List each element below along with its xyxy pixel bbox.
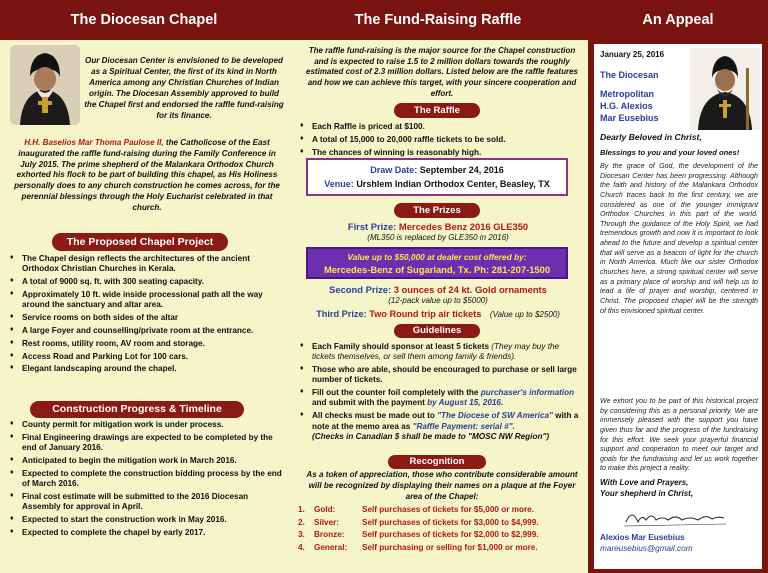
venue-label: Venue: — [324, 178, 354, 189]
closing-line: Your shepherd in Christ, — [600, 488, 694, 498]
guideline-3a: Fill out the counter foil completely with the — [312, 388, 479, 398]
row-num: 2. — [298, 517, 305, 527]
guideline-1-note: (They may buy the tickets themselves, or sell them among family & friends). — [312, 342, 560, 362]
guideline-4a: All checks must be made out to — [312, 411, 435, 421]
list-item: ♦ Approximately 10 ft. wide inside processional path all the way around the sanctuary and altar area. — [8, 290, 284, 311]
third-prize-note: (Value up to $2500) — [489, 310, 560, 319]
list-item — [298, 411, 582, 442]
guideline-4b: "The Diocese of SW America" — [437, 411, 553, 421]
row-text: Self purchases of tickets for $5,000 or more. — [362, 505, 535, 514]
catholicos-text: the Catholicose of the East inaugurated the raffle fund-raising during the Family Conference in July 2015. The prime shepherd of the Malankara Orthodox Church exhorted his flock to be part of building this chapel, as His Holiness personally does to any church construction he comes across, for the perennial blessings through the Holy Eucharist celebrated in that church. — [14, 138, 280, 212]
draw-date-box — [306, 158, 568, 196]
list-item: ♦ Final Engineering drawings are expected to be completed by the end of January 2016. — [8, 433, 284, 454]
list-item: ♦ Anticipated to begin the mitigation work in March 2016. — [8, 456, 284, 466]
third-prize-value: Two Round trip air tickets — [369, 309, 482, 319]
row-level: Silver: — [314, 517, 340, 527]
list-item: ♦ County permit for mitigation work is under process. — [8, 420, 284, 430]
guideline-4d: "Raffle Payment: serial #". — [412, 421, 515, 431]
recognition-row — [298, 518, 582, 527]
first-prize-value: Mercedes Benz 2016 GLE350 — [398, 221, 529, 232]
first-prize-label: First Prize: — [347, 221, 397, 232]
recognition-intro: As a token of appreciation, those who contribute considerable amount will be recognized by displaying their names on a plaque at the Foyer area of the Chapel: — [306, 470, 578, 501]
closing — [600, 478, 693, 500]
recognition-row — [298, 543, 582, 552]
recognition-row — [298, 530, 582, 539]
metropolitan-title — [600, 70, 690, 125]
list-item: ♦ Service rooms on both sides of the altar — [8, 313, 284, 323]
recognition-list — [298, 505, 582, 555]
list-item: ♦ The Chapel design reflects the architectures of the ancient Orthodox Christian Churches in Kerala. — [8, 254, 284, 275]
raffle-list — [298, 122, 582, 161]
sponsor-line-1: Value up to $50,000 at dealer cost offered by: — [347, 252, 527, 262]
row-level: Bronze: — [314, 530, 345, 540]
row-text: Self purchases of tickets for $3,000 to $4,999. — [362, 517, 539, 527]
guideline-3c: and submit with the payment — [312, 398, 425, 408]
chapel-heading: The Diocesan Chapel — [0, 0, 288, 40]
list-item: ♦ Expected to complete the construction bidding process by the end of March 2016. — [8, 469, 284, 490]
third-prize — [288, 309, 588, 319]
list-item — [298, 342, 582, 363]
second-prize-note: (12-pack value up to $5000) — [388, 296, 488, 305]
list-item: ♦ Elegant landscaping around the chapel. — [8, 364, 284, 374]
recognition-row — [298, 505, 582, 514]
second-prize — [288, 284, 588, 295]
first-prize-note: (ML350 is replaced by GLE350 in 2016) — [367, 233, 509, 242]
row-level: General: — [314, 542, 348, 552]
guidelines-list — [298, 342, 582, 445]
appeal-heading: An Appeal — [642, 12, 714, 28]
letter-date: January 25, 2016 — [600, 50, 665, 59]
title-line: The Diocesan — [600, 70, 659, 80]
signatory — [600, 532, 693, 554]
progress-list — [8, 420, 284, 541]
closing-line: With Love and Prayers, — [600, 478, 689, 487]
list-item: ♦ A large Foyer and counselling/private room at the entrance. — [8, 326, 284, 336]
row-num: 1. — [298, 505, 305, 514]
appeal-column — [588, 0, 768, 573]
recognition-heading: Recognition — [388, 455, 486, 469]
greeting: Dearly Beloved in Christ, — [600, 132, 702, 142]
appeal-body-2: We exhort you to be part of this historical project by considering this as a personal priority. We are immensely pleased with the support you have given thus far and the progress of the fundraising for this effort. We seek your prayerful financial support and cooperation to meet our target and goals for the fundraising and let us work together to make this project a reality. — [600, 397, 758, 473]
list-item: ♦ A total of 15,000 to 20,000 raffle tickets to be sold. — [298, 135, 582, 145]
the-raffle-heading: The Raffle — [394, 103, 480, 118]
project-list — [8, 254, 284, 377]
raffle-heading: The Fund-Raising Raffle — [288, 0, 588, 40]
title-line: Metropolitan — [600, 88, 654, 99]
list-item: ♦ Expected to start the construction work in May 2016. — [8, 515, 284, 525]
row-num: 4. — [298, 542, 305, 552]
title-line: H.G. Alexios — [600, 100, 653, 111]
prizes-heading: The Prizes — [394, 203, 480, 218]
appeal-body-1: By the grace of God, the development of the Diocesan Center has been progressing. Although the faith and history of the Malankara Orthodox Church traces back to the first century, we are considered as one of the younger immigrant Orthodox Churches in this part of the world. Through the guidance of the Holy Spirit, we had tremendous growth and now it is important to look ahead to the future and develop a spiritual center that will serve as a beacon of light for the church in North America. Much like our sister Orthodox churches here, a strong spiritual center will serve as a primary place of worship and will help us to lead a life of prayer and worship, centered in Christ. The proposed chapel will be the strength of this envisioned spiritual center. — [600, 162, 758, 315]
row-text: Self purchasing or selling for $1,000 or more. — [362, 542, 538, 552]
list-item: ♦ Each Raffle is priced at $100. — [298, 122, 582, 132]
guidelines-heading: Guidelines — [394, 324, 480, 338]
draw-label: Draw Date: — [370, 165, 418, 175]
guideline-4c: with a note at the memo area as — [312, 411, 579, 431]
second-prize-value: 3 ounces of 24 kt. Gold ornaments — [393, 284, 547, 295]
draw-date: September 24, 2016 — [419, 165, 504, 175]
list-item — [298, 388, 582, 409]
list-item: ♦ The chances of winning is reasonably high. — [298, 148, 582, 158]
guideline-3d: by August 15, 2016. — [427, 398, 504, 408]
list-item: ♦ Access Road and Parking Lot for 100 cars. — [8, 352, 284, 362]
catholicos-paragraph — [12, 138, 282, 213]
signatory-email: mareusebius@gmail.com — [600, 544, 693, 554]
row-text: Self purchases of tickets for $2,000 to $2,999. — [362, 530, 539, 540]
catholicos-photo — [10, 45, 80, 125]
appeal-panel — [594, 44, 762, 569]
guideline-1: Each Family should sponsor at least 5 tickets — [312, 342, 489, 351]
catholicos-name: H.H. Baselios Mar Thoma Paulose II, — [24, 138, 164, 147]
raffle-intro: The raffle fund-raising is the major source for the Chapel construction and is expected to raise 1.5 to 2 million dollars towards the roughly estimated cost of 2.3 million dollars. Listed below are the raffle features and how we can achieve this target, with your sincere cooperation and effort. — [306, 46, 578, 98]
sponsor-line-2: Mercedes-Benz of Sugarland, Tx. Ph: 281-207-1500 — [323, 264, 551, 275]
first-prize — [288, 221, 588, 232]
raffle-column — [288, 0, 588, 573]
guideline-4e: (Checks in Canadian $ shall be made to "MOSC NW Region") — [312, 431, 550, 441]
signatory-name: Alexios Mar Eusebius — [600, 533, 685, 542]
row-level: Gold: — [314, 505, 336, 514]
project-heading: The Proposed Chapel Project — [52, 233, 228, 251]
third-prize-label: Third Prize: — [316, 309, 367, 319]
chapel-column — [0, 0, 288, 573]
signature — [620, 504, 730, 532]
list-item: ♦ A total of 9000 sq. ft. with 300 seating capacity. — [8, 277, 284, 287]
metropolitan-photo — [690, 48, 760, 130]
sponsor-box — [306, 247, 568, 279]
title-line: Mar Eusebius — [600, 112, 659, 123]
list-item: ♦ Those who are able, should be encouraged to purchase or sell large number of tickets. — [298, 365, 582, 386]
row-num: 3. — [298, 530, 305, 540]
list-item: ♦ Expected to complete the chapel by early 2017. — [8, 528, 284, 538]
guideline-3b: purchaser's information — [480, 388, 575, 398]
list-item: ♦ Rest rooms, utility room, AV room and storage. — [8, 339, 284, 349]
list-item: ♦ Final cost estimate will be submitted to the 2016 Diocesan Assembly for approval in April. — [8, 492, 284, 513]
venue: Urshlem Indian Orthodox Center, Beasley, TX — [356, 178, 550, 189]
chapel-intro: Our Diocesan Center is envisioned to be developed as a Spiritual Center, the first of its kind in North America among any Christian Churches of Indian origin. The Diocesan Assembly approved to build the Chapel first and endorsed the raffle fund-raising for its finance. — [84, 56, 284, 120]
progress-heading: Construction Progress & Timeline — [30, 401, 244, 418]
second-prize-label: Second Prize: — [329, 284, 392, 295]
blessing-line: Blessings to you and your loved ones! — [600, 148, 740, 157]
